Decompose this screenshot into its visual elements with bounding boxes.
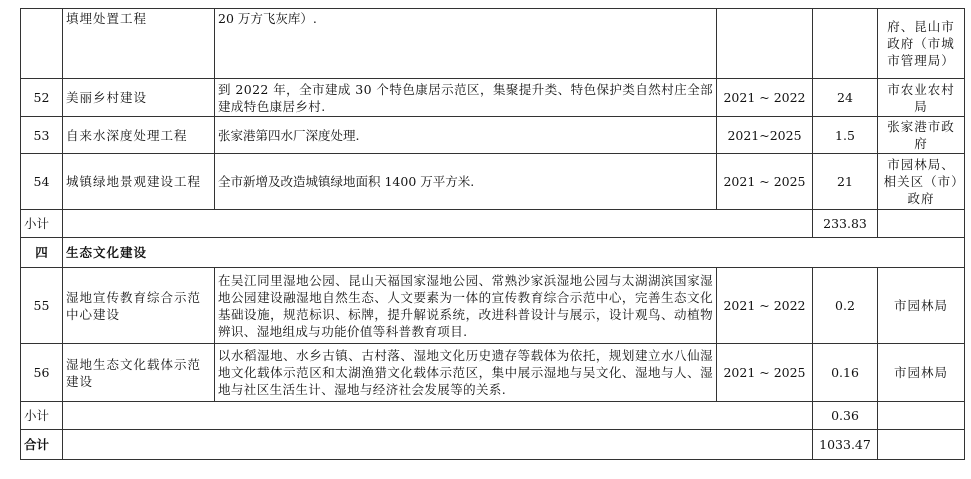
responsible-department: 市园林局、相关区（市）政府 bbox=[878, 154, 965, 210]
project-content: 以水稻湿地、水乡古镇、古村落、湿地文化历史遗存等载体为依托，规划建立水八仙湿地文化载体示范区和太湖渔猎文化载体示范区，集中展示湿地与吴文化、湿地与人、湿地与社区生活生计、湿地与经济社会发展等的关系. bbox=[215, 344, 717, 402]
project-name: 城镇绿地景观建设工程 bbox=[63, 154, 215, 210]
responsible-department: 市园林局 bbox=[878, 344, 965, 402]
project-period: 2021 ~ 2022 bbox=[717, 268, 813, 344]
responsible-department: 市园林局 bbox=[878, 268, 965, 344]
project-period: 2021 ~ 2025 bbox=[717, 344, 813, 402]
subtotal-dept-empty bbox=[878, 402, 965, 430]
section-row bbox=[21, 238, 965, 268]
subtotal-spacer bbox=[63, 402, 813, 430]
project-period: 2021~2025 bbox=[717, 117, 813, 154]
subtotal-row bbox=[21, 402, 965, 430]
responsible-department: 市农业农村局 bbox=[878, 79, 965, 117]
row-number bbox=[21, 9, 63, 79]
project-name: 填埋处置工程 bbox=[63, 9, 215, 79]
project-investment: 0.2 bbox=[813, 268, 878, 344]
project-investment: 0.16 bbox=[813, 344, 878, 402]
subtotal-investment: 233.83 bbox=[813, 210, 878, 238]
responsible-department: 张家港市政府 bbox=[878, 117, 965, 154]
responsible-department: 府、昆山市政府（市城市管理局） bbox=[878, 9, 965, 79]
table-row bbox=[21, 117, 965, 154]
project-period: 2021 ~ 2025 bbox=[717, 154, 813, 210]
subtotal-investment: 0.36 bbox=[813, 402, 878, 430]
project-name: 湿地宣传教育综合示范中心建设 bbox=[63, 268, 215, 344]
project-name: 自来水深度处理工程 bbox=[63, 117, 215, 154]
total-spacer bbox=[63, 430, 813, 460]
subtotal-label: 小计 bbox=[21, 402, 63, 430]
table-row bbox=[21, 79, 965, 117]
table-row bbox=[21, 344, 965, 402]
project-investment bbox=[813, 9, 878, 79]
project-period bbox=[717, 9, 813, 79]
project-name: 美丽乡村建设 bbox=[63, 79, 215, 117]
subtotal-row bbox=[21, 210, 965, 238]
project-content: 全市新增及改造城镇绿地面积 1400 万平方米. bbox=[215, 154, 717, 210]
row-number: 56 bbox=[21, 344, 63, 402]
table-row bbox=[21, 154, 965, 210]
row-number: 54 bbox=[21, 154, 63, 210]
total-investment: 1033.47 bbox=[813, 430, 878, 460]
project-investment: 1.5 bbox=[813, 117, 878, 154]
subtotal-dept-empty bbox=[878, 210, 965, 238]
project-content: 到 2022 年，全市建成 30 个特色康居示范区，集聚提升类、特色保护类自然村庄全部建成特色康居乡村. bbox=[215, 79, 717, 117]
total-dept-empty bbox=[878, 430, 965, 460]
total-label: 合计 bbox=[21, 430, 63, 460]
row-number: 53 bbox=[21, 117, 63, 154]
project-investment: 21 bbox=[813, 154, 878, 210]
section-number: 四 bbox=[21, 238, 63, 268]
subtotal-label: 小计 bbox=[21, 210, 63, 238]
total-row bbox=[21, 430, 965, 460]
row-number: 52 bbox=[21, 79, 63, 117]
project-table bbox=[20, 8, 965, 460]
project-name: 湿地生态文化载体示范建设 bbox=[63, 344, 215, 402]
project-content: 在吴江同里湿地公园、昆山天福国家湿地公园、常熟沙家浜湿地公园与太湖湖滨国家湿地公园建设融湿地自然生态、人文要素为一体的宣传教育综合示范中心，完善生态文化基础设施，规范标识、标牌，提升解说系统，改进科普设计与展示，设计观鸟、动植物辨识、湿地组成与功能价值等科普教育项目. bbox=[215, 268, 717, 344]
table-row bbox=[21, 268, 965, 344]
project-investment: 24 bbox=[813, 79, 878, 117]
project-content: 张家港第四水厂深度处理. bbox=[215, 117, 717, 154]
project-content: 20 万方飞灰库）. bbox=[215, 9, 717, 79]
row-number: 55 bbox=[21, 268, 63, 344]
project-period: 2021 ~ 2022 bbox=[717, 79, 813, 117]
section-title: 生态文化建设 bbox=[63, 238, 965, 268]
table-row bbox=[21, 9, 965, 79]
subtotal-spacer bbox=[63, 210, 813, 238]
